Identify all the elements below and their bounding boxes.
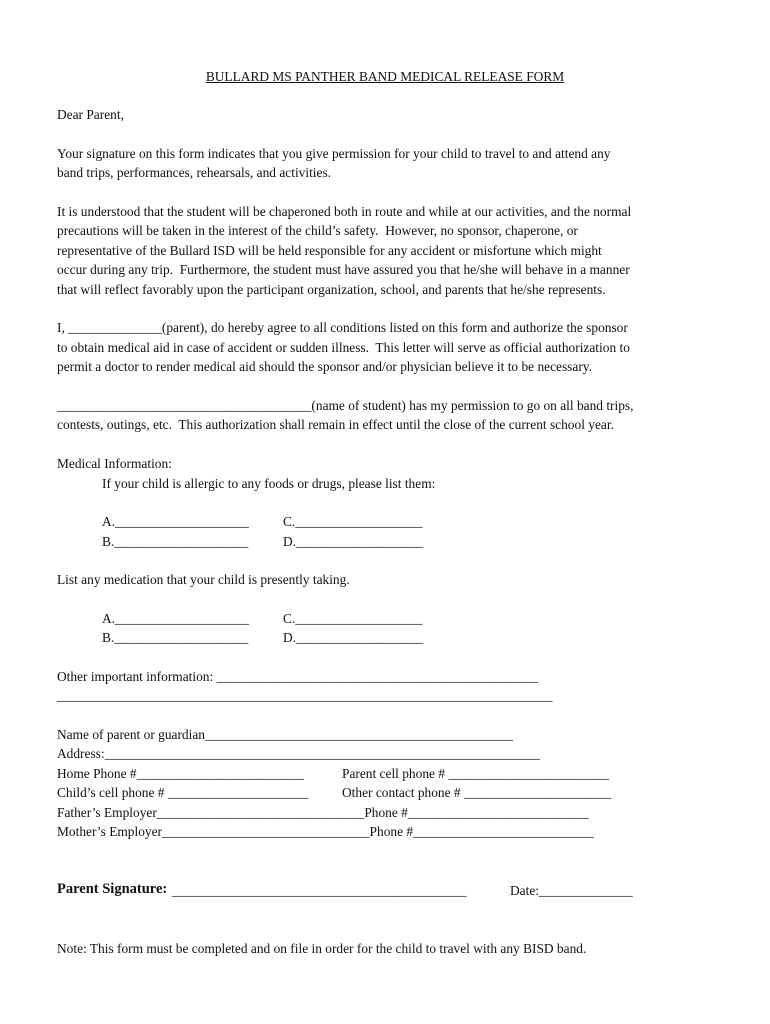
para3-line3: permit a doctor to render medical aid should the sponsor and/or physician believe it to be necessary. <box>57 359 592 374</box>
signature-field[interactable]: ____________________________________________ <box>172 883 467 898</box>
date-field[interactable]: Date:______________ <box>510 883 633 898</box>
child-cell-field[interactable]: Child’s cell phone # _____________________ <box>57 785 309 800</box>
other-info-field-line2[interactable]: __________________________________________________________________________ <box>57 688 553 703</box>
home-phone-field[interactable]: Home Phone #_________________________ <box>57 766 304 781</box>
medical-heading: Medical Information: <box>57 456 172 471</box>
other-info-field[interactable]: Other important information: ________________________________________________ <box>57 669 538 684</box>
medication-prompt: List any medication that your child is presently taking. <box>57 572 350 587</box>
para3-line1: I, ______________(parent), do hereby agree to all conditions listed on this form and authorize the sponsor <box>57 320 628 335</box>
greeting: Dear Parent, <box>57 107 124 122</box>
allergy-field-b[interactable]: B.____________________ <box>102 534 249 549</box>
parent-name-field[interactable]: Name of parent or guardian______________________________________________ <box>57 727 513 742</box>
medication-field-b[interactable]: B.____________________ <box>102 630 249 645</box>
allergy-prompt: If your child is allergic to any foods or drugs, please list them: <box>102 476 436 491</box>
para2-line5: that will reflect favorably upon the participant organization, school, and parents that he/she represents. <box>57 282 606 297</box>
address-field[interactable]: Address:_________________________________________________________________ <box>57 746 540 761</box>
para4-line2: contests, outings, etc. This authorization shall remain in effect until the close of the current school year. <box>57 417 614 432</box>
parent-cell-field[interactable]: Parent cell phone # ________________________ <box>342 766 610 781</box>
medication-field-c[interactable]: C.___________________ <box>283 611 423 626</box>
para3-line2: to obtain medical aid in case of accident or sudden illness. This letter will serve as official authorization to <box>57 340 630 355</box>
allergy-field-d[interactable]: D.___________________ <box>283 534 424 549</box>
para2-line2: precautions will be taken in the interest of the child’s safety. However, no sponsor, chaperone, or <box>57 223 578 238</box>
para1-line1: Your signature on this form indicates that you give permission for your child to travel to and attend any <box>57 146 611 161</box>
para4-line1: ______________________________________(name of student) has my permission to go on all band trips, <box>57 398 634 413</box>
form-title: BULLARD MS PANTHER BAND MEDICAL RELEASE FORM <box>205 69 565 84</box>
medication-field-d[interactable]: D.___________________ <box>283 630 424 645</box>
para1-line2: band trips, performances, rehearsals, and activities. <box>57 165 332 180</box>
para2-line3: representative of the Bullard ISD will be held responsible for any accident or misfortune which might <box>57 243 602 258</box>
allergy-field-c[interactable]: C.___________________ <box>283 514 423 529</box>
signature-label: Parent Signature: <box>57 881 168 897</box>
father-employer-field[interactable]: Father’s Employer_______________________________Phone #___________________________ <box>57 805 589 820</box>
mother-employer-field[interactable]: Mother’s Employer_______________________________Phone #___________________________ <box>57 824 594 839</box>
medication-field-a[interactable]: A.____________________ <box>102 611 249 626</box>
para2-line1: It is understood that the student will be chaperoned both in route and while at our activities, and the normal <box>57 204 632 219</box>
allergy-field-a[interactable]: A.____________________ <box>102 514 249 529</box>
footer-note: Note: This form must be completed and on file in order for the child to travel with any BISD band. <box>57 941 587 956</box>
para2-line4: occur during any trip. Furthermore, the student must have assured you that he/she will behave in a manner <box>57 262 630 277</box>
other-contact-field[interactable]: Other contact phone # ______________________ <box>342 785 612 800</box>
